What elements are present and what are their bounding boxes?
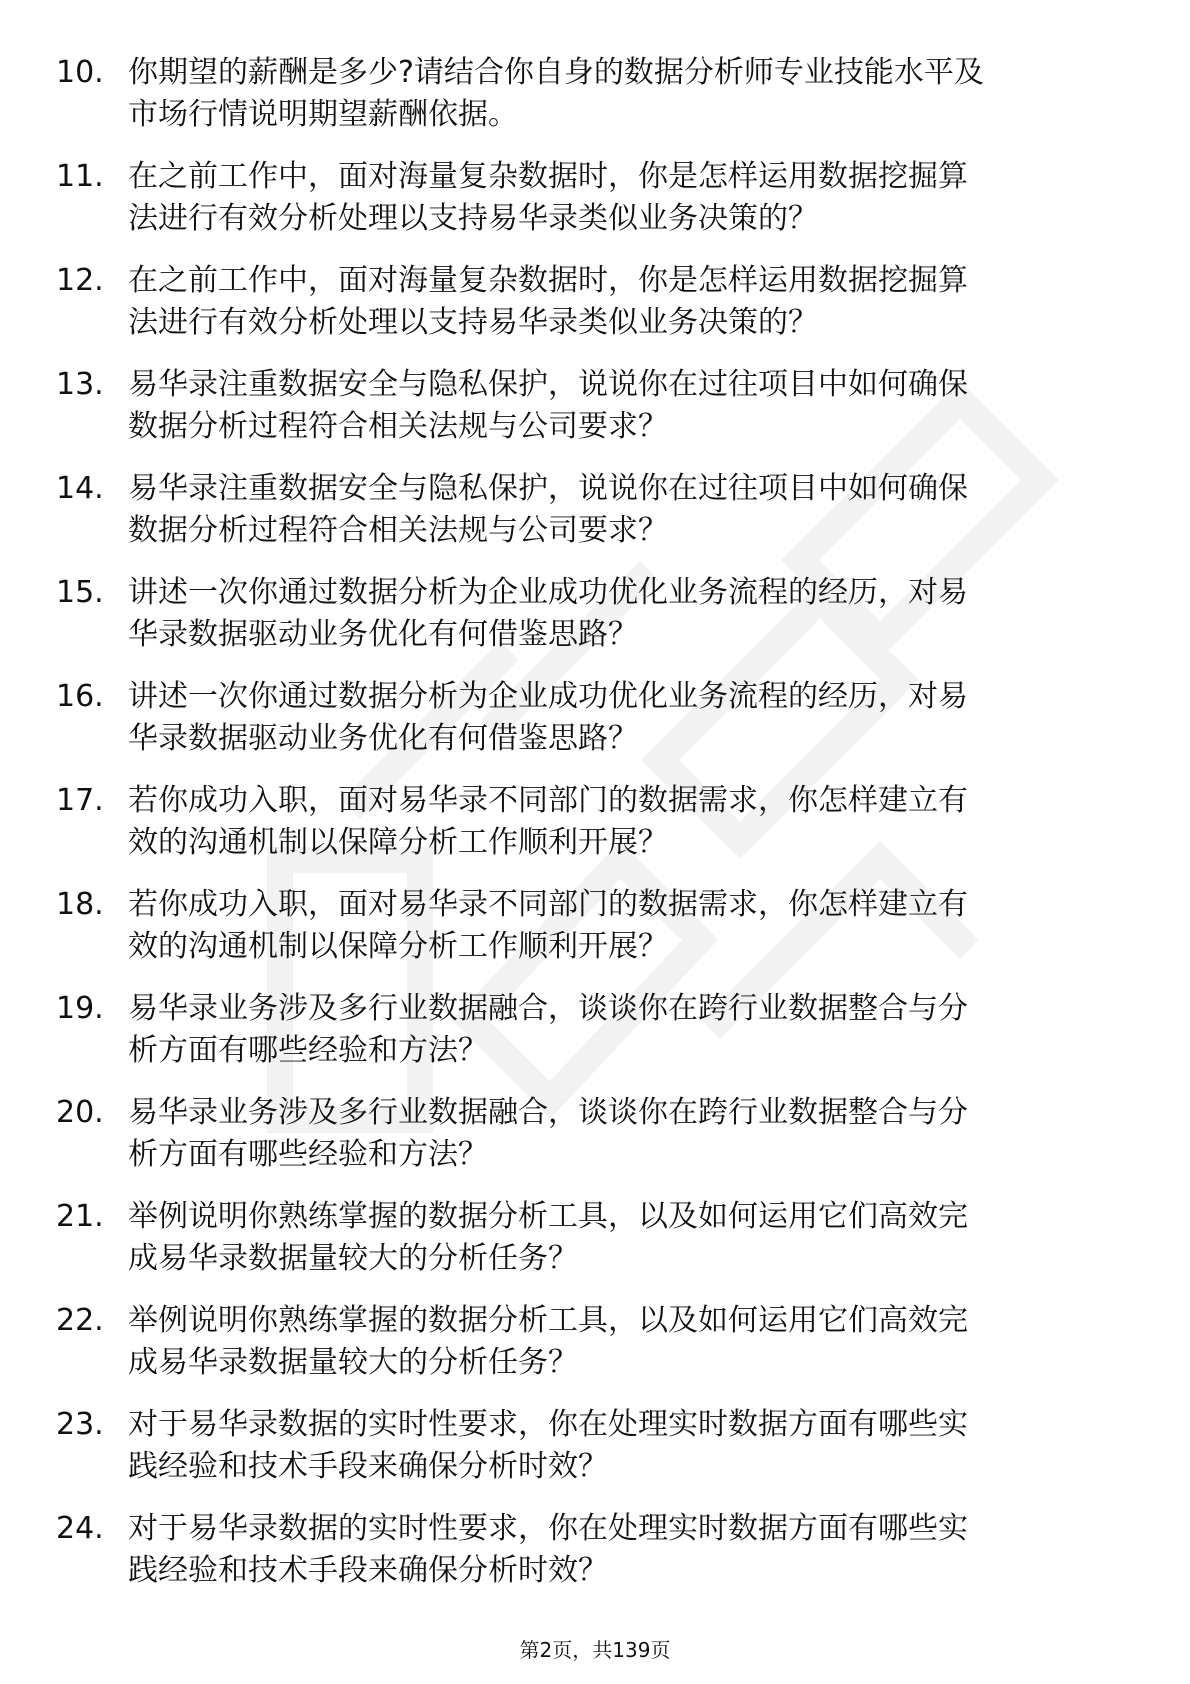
question-text-line: 易华录注重数据安全与隐私保护，说说你在过往项目中如何确保 — [128, 367, 968, 402]
question-text-line: 数据分析过程符合相关法规与公司要求？ — [128, 409, 668, 444]
question-number: 19. — [56, 991, 104, 1026]
question-number: 11. — [56, 159, 104, 194]
question-number: 15. — [56, 575, 104, 610]
question-text-line: 对于易华录数据的实时性要求，你在处理实时数据方面有哪些实 — [128, 1511, 968, 1546]
question-text-line: 易华录业务涉及多行业数据融合，谈谈你在跨行业数据整合与分 — [128, 991, 968, 1026]
question-text-line: 华录数据驱动业务优化有何借鉴思路？ — [128, 721, 638, 756]
question-number: 10. — [56, 55, 104, 90]
list-item — [56, 676, 1136, 760]
question-number: 18. — [56, 887, 104, 922]
list-item — [56, 260, 1136, 344]
question-text-line: 易华录注重数据安全与隐私保护，说说你在过往项目中如何确保 — [128, 471, 968, 506]
question-number: 24. — [56, 1511, 104, 1546]
question-text-line: 市场行情说明期望薪酬依据。 — [128, 97, 518, 132]
list-item — [56, 1404, 1136, 1488]
question-text-line: 对于易华录数据的实时性要求，你在处理实时数据方面有哪些实 — [128, 1407, 968, 1442]
question-text-line: 效的沟通机制以保障分析工作顺利开展？ — [128, 929, 668, 964]
question-number: 22. — [56, 1303, 104, 1338]
question-text-line: 成易华录数据量较大的分析任务？ — [128, 1241, 578, 1276]
question-text-line: 数据分析过程符合相关法规与公司要求？ — [128, 513, 668, 548]
question-text-line: 讲述一次你通过数据分析为企业成功优化业务流程的经历，对易 — [128, 679, 968, 714]
question-number: 16. — [56, 679, 104, 714]
question-text-line: 效的沟通机制以保障分析工作顺利开展？ — [128, 825, 668, 860]
question-text-line: 举例说明你熟练掌握的数据分析工具，以及如何运用它们高效完 — [128, 1303, 968, 1338]
question-text-line: 易华录业务涉及多行业数据融合，谈谈你在跨行业数据整合与分 — [128, 1095, 968, 1130]
list-item — [56, 1092, 1136, 1176]
page-footer — [0, 1634, 1190, 1663]
question-text-line: 在之前工作中，面对海量复杂数据时，你是怎样运用数据挖掘算 — [128, 263, 968, 298]
list-item — [56, 364, 1136, 448]
question-text-line: 在之前工作中，面对海量复杂数据时，你是怎样运用数据挖掘算 — [128, 159, 968, 194]
question-number: 13. — [56, 367, 104, 402]
question-text-line: 华录数据驱动业务优化有何借鉴思路？ — [128, 617, 638, 652]
question-number: 23. — [56, 1407, 104, 1442]
question-number: 21. — [56, 1199, 104, 1234]
question-text-line: 讲述一次你通过数据分析为企业成功优化业务流程的经历，对易 — [128, 575, 968, 610]
list-item — [56, 1508, 1136, 1592]
question-list — [56, 52, 1136, 1612]
question-text-line: 析方面有哪些经验和方法？ — [128, 1033, 488, 1068]
list-item — [56, 468, 1136, 552]
question-text-line: 法进行有效分析处理以支持易华录类似业务决策的？ — [128, 201, 818, 236]
question-number: 14. — [56, 471, 104, 506]
list-item — [56, 1196, 1136, 1280]
question-text-line: 若你成功入职，面对易华录不同部门的数据需求，你怎样建立有 — [128, 887, 968, 922]
question-text-line: 践经验和技术手段来确保分析时效？ — [128, 1449, 608, 1484]
page-number-label: 第2页，共139页 — [519, 1638, 671, 1662]
question-number: 20. — [56, 1095, 104, 1130]
list-item — [56, 780, 1136, 864]
list-item — [56, 52, 1136, 136]
question-number: 17. — [56, 783, 104, 818]
question-text-line: 成易华录数据量较大的分析任务？ — [128, 1345, 578, 1380]
question-text-line: 践经验和技术手段来确保分析时效？ — [128, 1553, 608, 1588]
question-number: 12. — [56, 263, 104, 298]
list-item — [56, 156, 1136, 240]
list-item — [56, 1300, 1136, 1384]
list-item — [56, 572, 1136, 656]
list-item — [56, 988, 1136, 1072]
question-text-line: 法进行有效分析处理以支持易华录类似业务决策的？ — [128, 305, 818, 340]
question-text-line: 若你成功入职，面对易华录不同部门的数据需求，你怎样建立有 — [128, 783, 968, 818]
question-text-line: 举例说明你熟练掌握的数据分析工具，以及如何运用它们高效完 — [128, 1199, 968, 1234]
question-text-line: 析方面有哪些经验和方法？ — [128, 1137, 488, 1172]
question-text-line: 你期望的薪酬是多少?请结合你自身的数据分析师专业技能水平及 — [128, 55, 984, 90]
list-item — [56, 884, 1136, 968]
